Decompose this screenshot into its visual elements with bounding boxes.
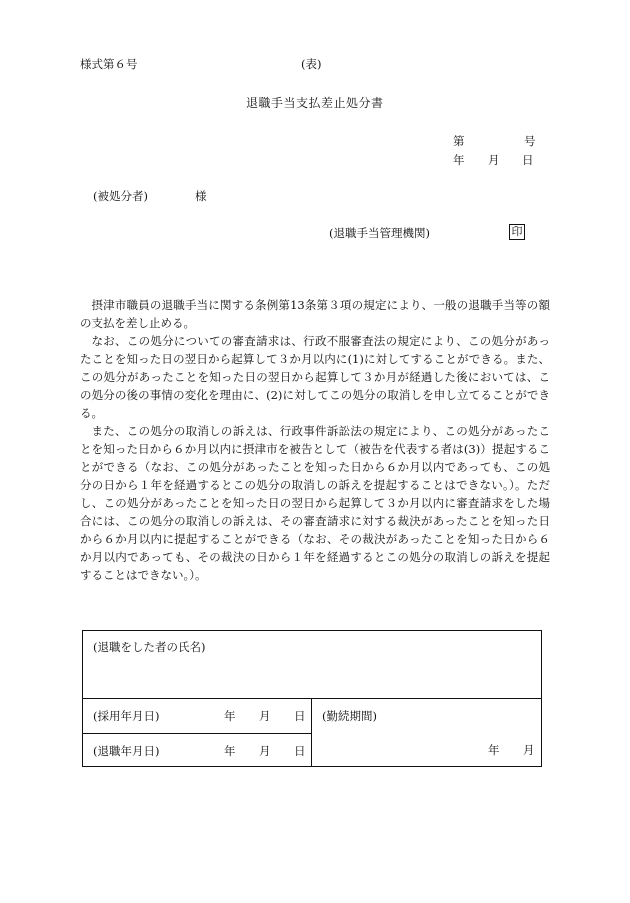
name-label: (退職をした者の氏名) (93, 640, 206, 654)
addressee-sama: 様 (195, 189, 207, 203)
service-period-cell (312, 699, 542, 767)
retire-date-label: (退職年月日) (93, 744, 160, 758)
body-text (80, 296, 550, 584)
ref-go: 号 (524, 134, 536, 148)
name-cell (83, 631, 542, 699)
service-period-label: (勤続期間) (322, 709, 377, 723)
service-period-month: 月 (523, 743, 535, 757)
date-month: 月 (488, 153, 500, 167)
ref-dai: 第 (453, 134, 465, 148)
body-paragraph-3: また、この処分の取消しの訴えは、行政事件訴訟法の規定により、この処分があったことを知った日から６か月以内に摂津市を被告として（被告を代表する者は(3)）提起することができる（なお、この処分があったことを知った日から６か月以内であっても、この処分の日から１年を経過するとこの処分の取消しの訴えを提起することはできない。）。ただし、この処分があったことを知った日の翌日から起算して３か月以内に審査請求をした場合には、この処分の取消しの訴えは、その審査請求に対する裁決があったことを知った日から６か月以内に提起することができる（なお、その裁決があったことを知った日から６か月以内であっても、その裁決の日から１年を経過するとこの処分の取消しの訴えを提起することはできない。）。 (80, 424, 550, 582)
authority-label: (退職手当管理機関) (329, 226, 430, 240)
form-number: 様式第６号 (80, 57, 138, 71)
hire-date-month: 月 (259, 709, 271, 723)
body-paragraph-2: なお、この処分についての審査請求は、行政不服審査法の規定により、この処分があったことを知った日の翌日から起算して３か月以内に(1)に対してすることができる。また、この処分があったことを知った日の翌日から起算して３か月が経過した後においては、この処分の後の事情の変化を理由に、(2)に対してこの処分の取消しを申し立てることができる。 (80, 334, 550, 420)
hire-date-label: (採用年月日) (93, 709, 160, 723)
date-day: 日 (522, 153, 534, 167)
body-paragraph-1: 摂津市職員の退職手当に関する条例第13条第３項の規定により、一般の退職手当等の額の支払を差し止める。 (80, 298, 550, 330)
hire-date-year: 年 (224, 709, 236, 723)
service-period-year: 年 (488, 743, 500, 757)
retire-date-day: 日 (294, 744, 306, 758)
form-side-label: (表) (301, 57, 322, 71)
retire-date-month: 月 (259, 744, 271, 758)
date-year: 年 (453, 153, 465, 167)
hire-date-day: 日 (294, 709, 306, 723)
document-title: 退職手当支払差止処分書 (246, 96, 384, 110)
retire-date-year: 年 (224, 744, 236, 758)
seal-stamp: 印 (509, 224, 525, 240)
addressee-label: (被処分者) (93, 189, 148, 203)
hire-date-cell (83, 699, 312, 734)
retire-date-cell (83, 734, 312, 767)
retiree-info-table (82, 630, 542, 767)
